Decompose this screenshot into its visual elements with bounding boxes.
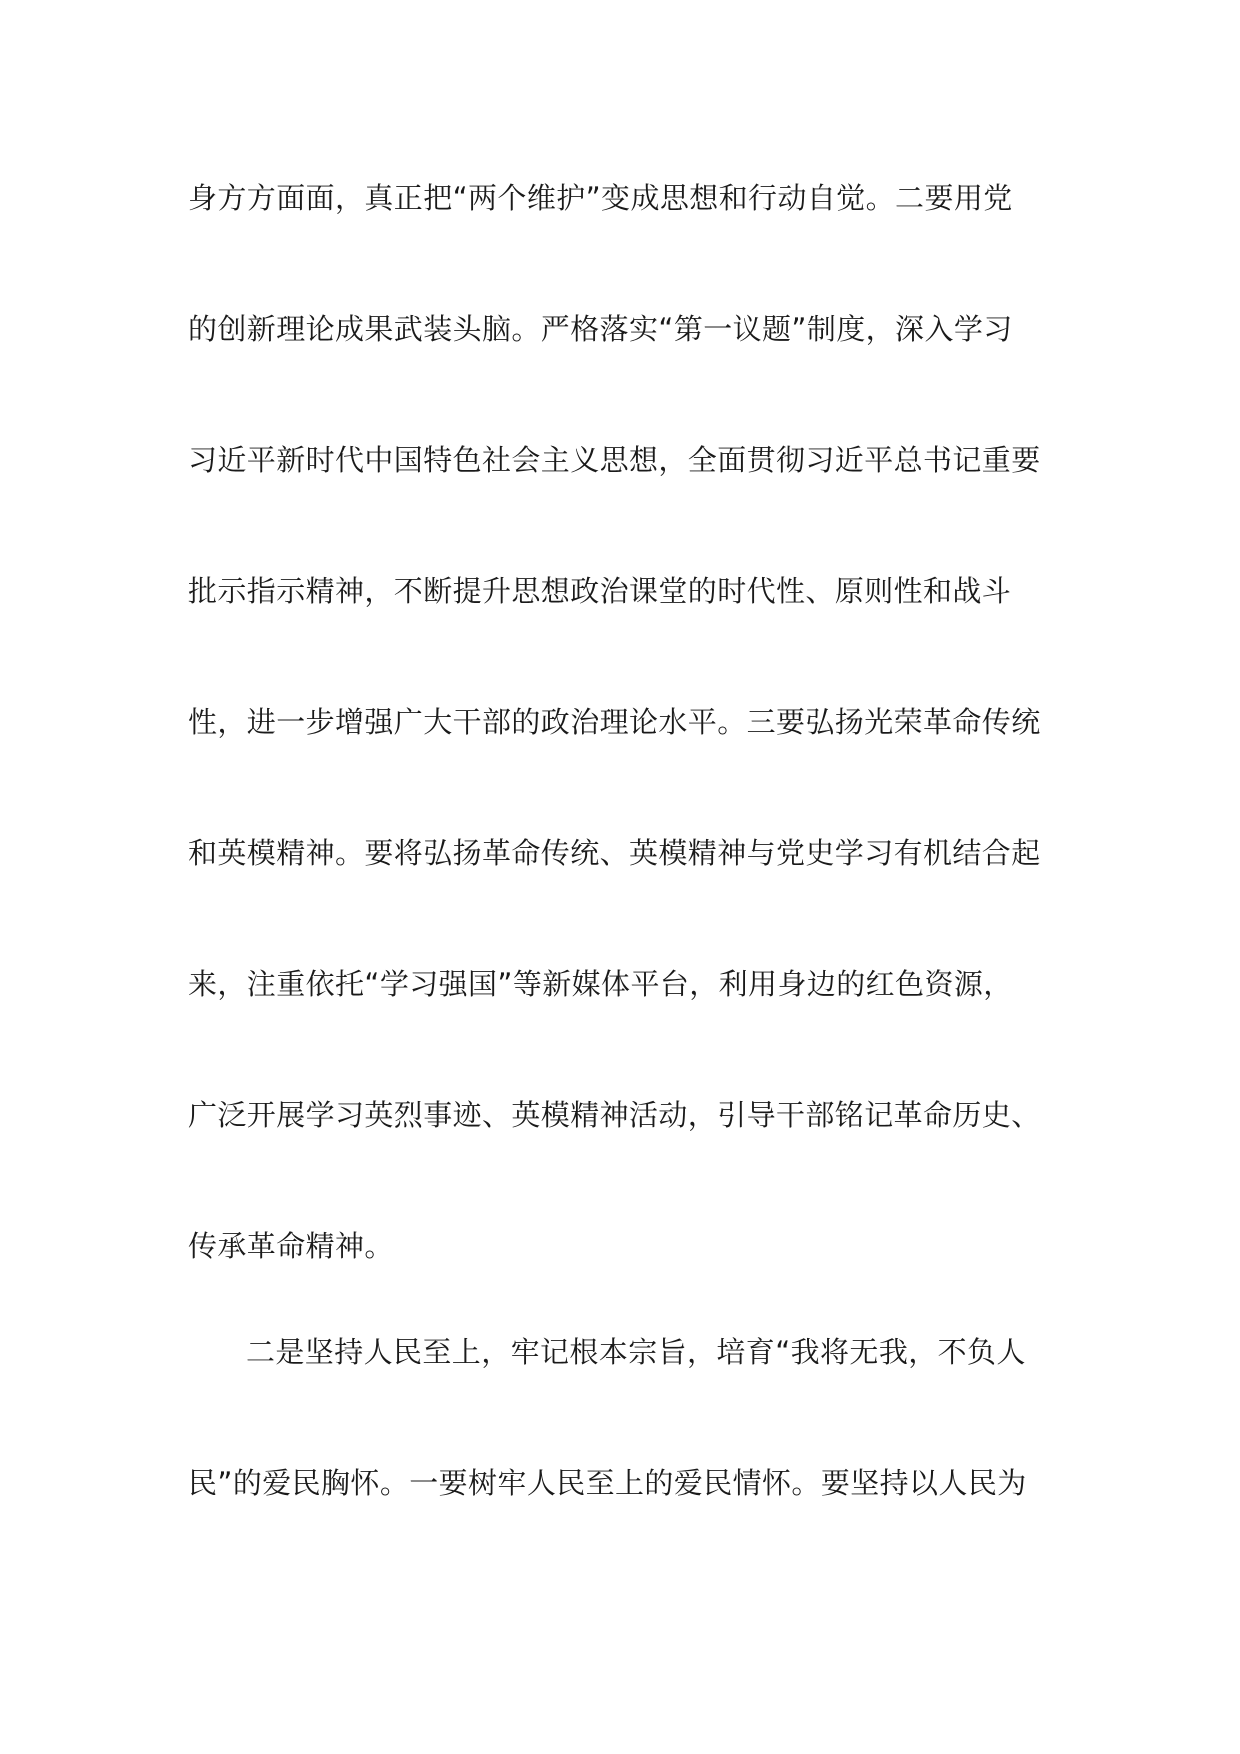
text-line: 来，注重依托“学习强国”等新媒体平台，利用身边的红色资源， xyxy=(188,967,1013,1001)
text-line: 广泛开展学习英烈事迹、英模精神活动，引导干部铭记革命历史、 xyxy=(188,1098,1041,1132)
text-line: 身方方面面，真正把“两个维护”变成思想和行动自觉。二要用党 xyxy=(188,181,1013,215)
text-line: 和英模精神。要将弘扬革命传统、英模精神与党史学习有机结合起 xyxy=(188,836,1041,870)
text-line: 性，进一步增强广大干部的政治理论水平。三要弘扬光荣革命传统 xyxy=(188,705,1041,739)
text-line: 民”的爱民胸怀。一要树牢人民至上的爱民情怀。要坚持以人民为 xyxy=(188,1466,1027,1500)
text-line: 传承革命精神。 xyxy=(188,1229,394,1263)
paragraph-first-line: 二是坚持人民至上，牢记根本宗旨，培育“我将无我，不负人 xyxy=(246,1335,1026,1369)
text-line: 批示指示精神，不断提升思想政治课堂的时代性、原则性和战斗 xyxy=(188,574,1012,608)
text-line: 习近平新时代中国特色社会主义思想，全面贯彻习近平总书记重要 xyxy=(188,443,1041,477)
text-line: 的创新理论成果武装头脑。严格落实“第一议题”制度，深入学习 xyxy=(188,312,1013,346)
